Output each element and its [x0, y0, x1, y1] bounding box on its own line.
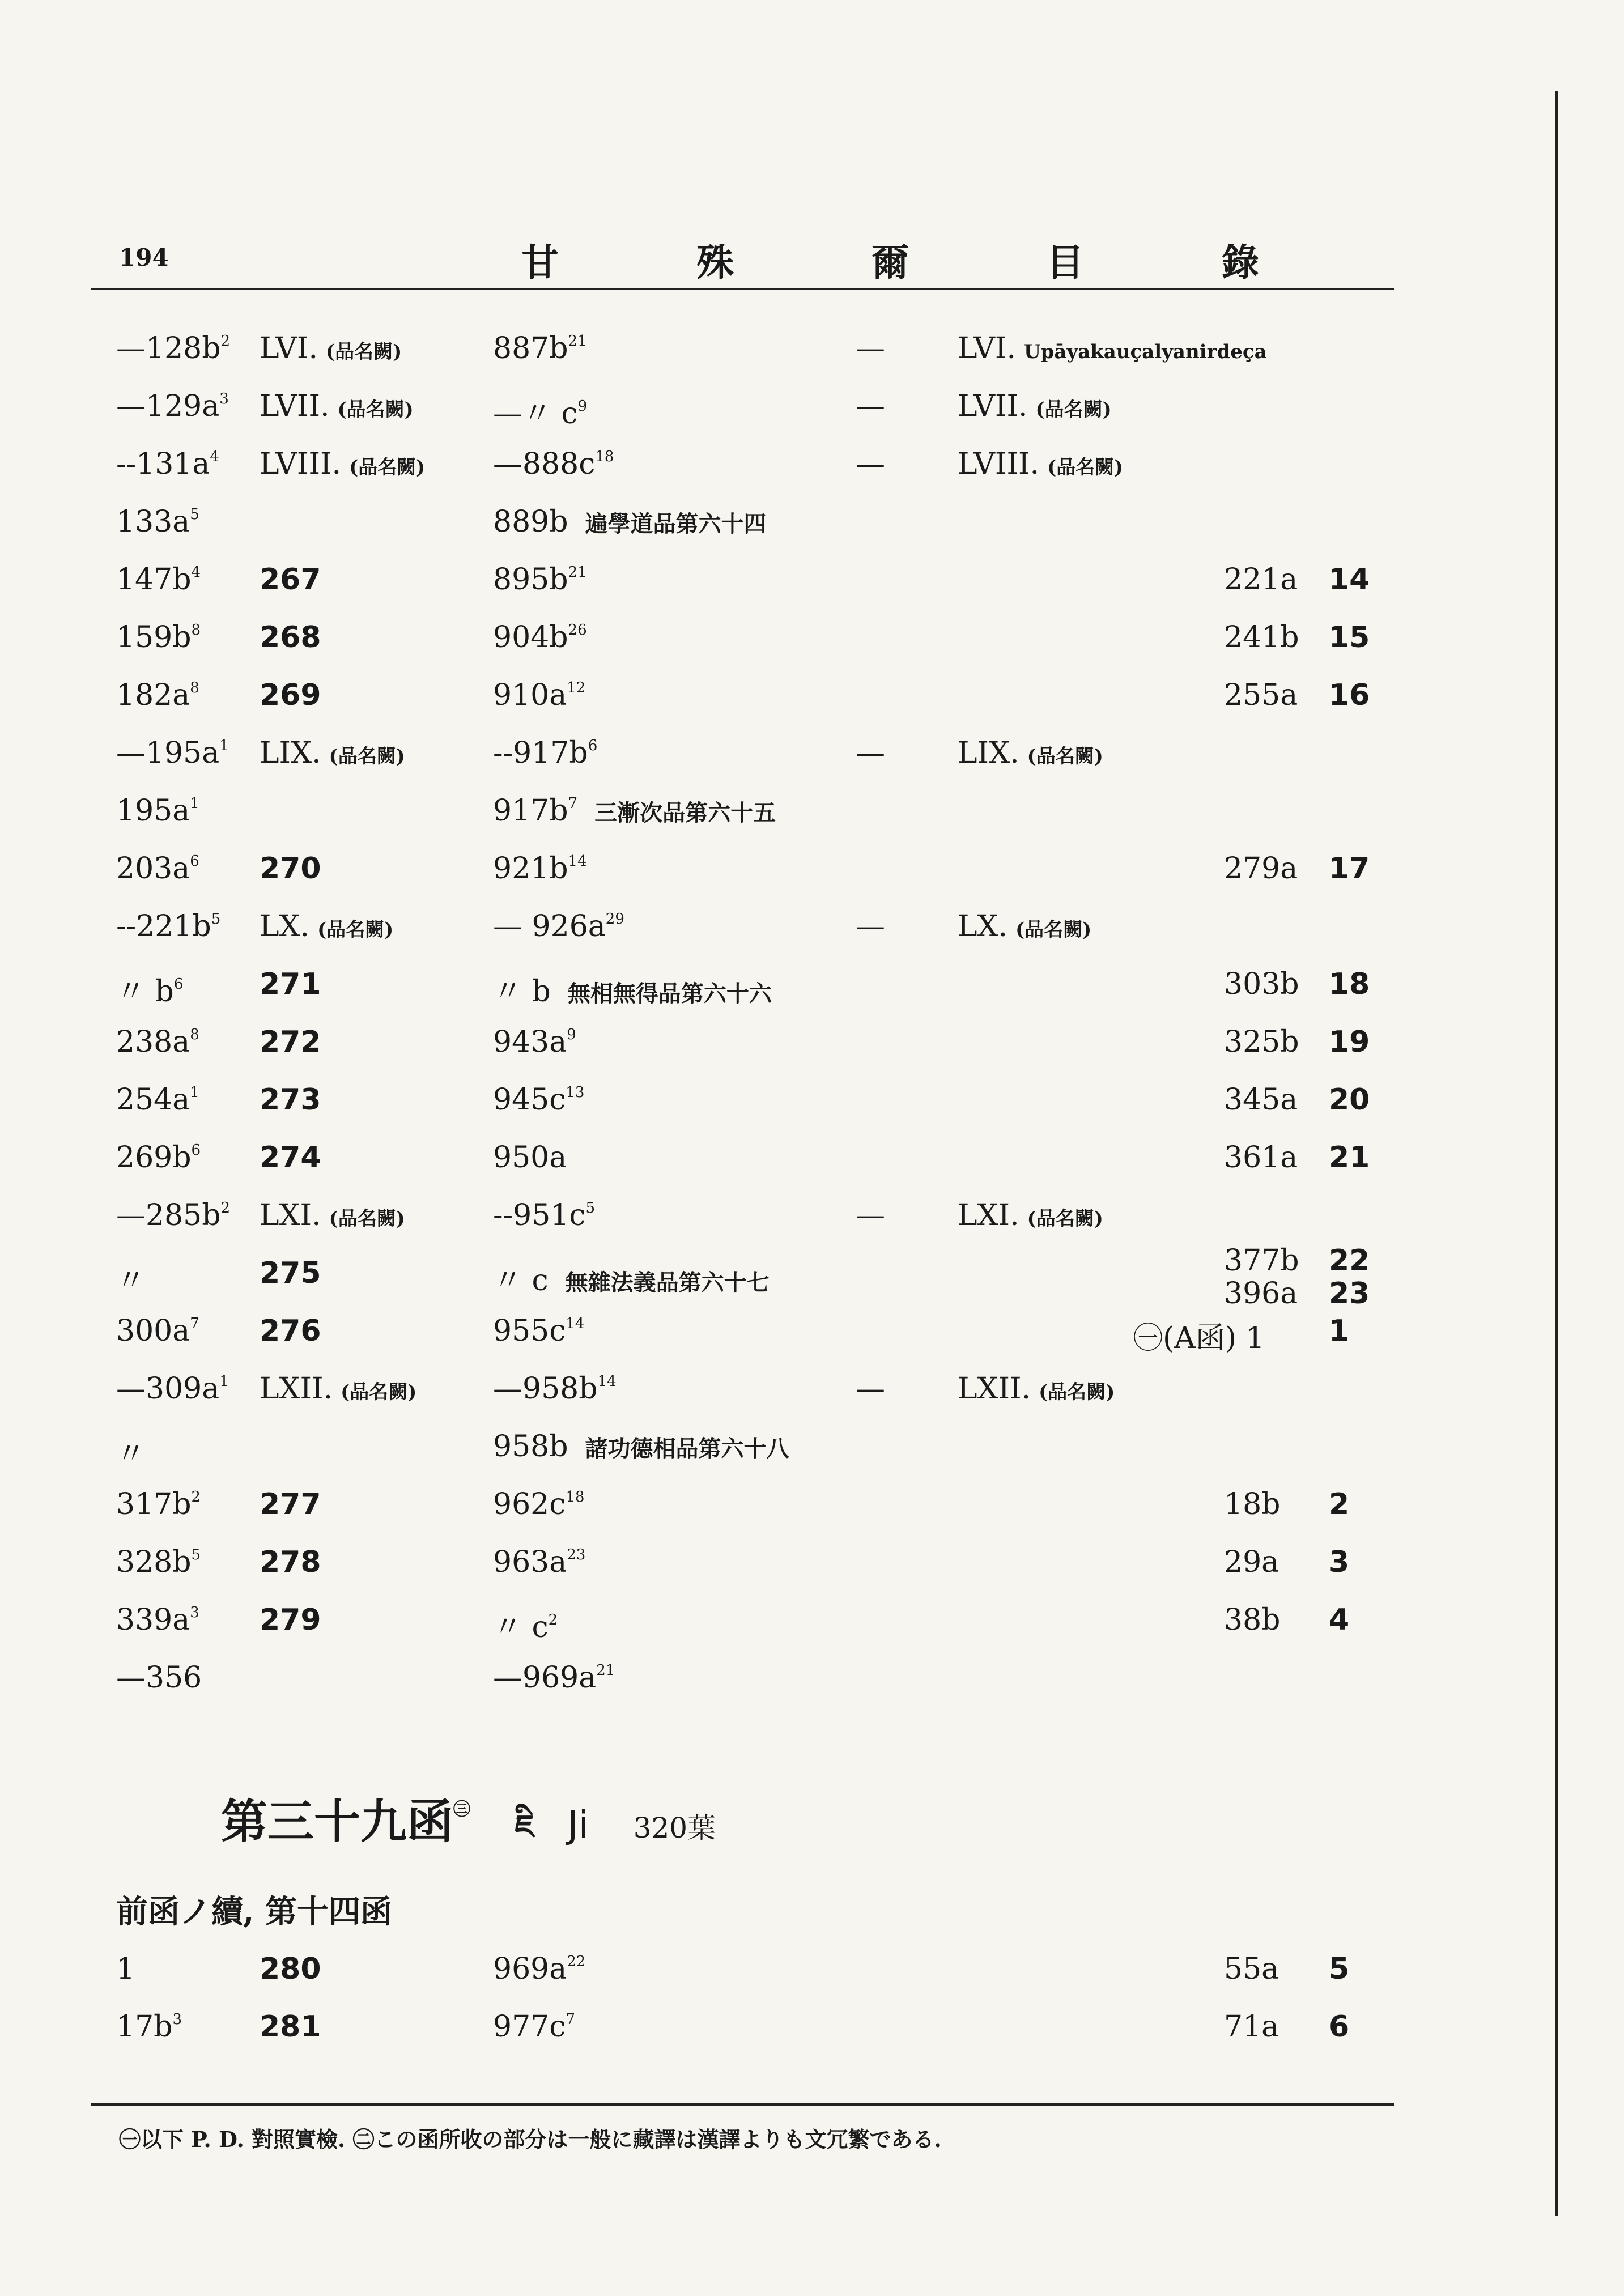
chinese-ref: $945c^{13}$ [493, 1083, 585, 1117]
table-row [0, 563, 1624, 619]
chapter-note: (品名闕) [337, 398, 414, 421]
chapter-number: LXI. (品名闕) [260, 1198, 405, 1232]
alt-folio: 55a [1224, 1952, 1279, 1986]
chinese-ref: 889b 遍學道品第六十四 [493, 505, 767, 539]
tibetan-folio: $195a^1$ [116, 794, 199, 828]
chinese-ref: $--951c^5$ [493, 1198, 596, 1232]
sanskrit-note: Upāyakauçalyanirdeça [1023, 341, 1267, 363]
chinese-ref: $917b^7$ 三漸次品第六十五 [493, 794, 776, 828]
sanskrit-note: (品名闕) [1027, 1207, 1103, 1230]
chinese-ref: 〃 b 無相無得品第六十六 [493, 975, 772, 1009]
sanskrit-chapter: LXII. (品名闕) [958, 1372, 1115, 1406]
chinese-chapter-title: 無雜法義品第六十七 [565, 1269, 770, 1296]
chapter-number: 273 [260, 1083, 321, 1117]
tibetan-folio: $—285b^2$ [116, 1198, 231, 1232]
continuation-note: 前函ノ續, 第十四函 [116, 1893, 392, 1931]
dash-marker: — [856, 447, 885, 481]
table-row [0, 1083, 1624, 1140]
chapter-number: LVIII. (品名闕) [260, 447, 426, 481]
table-row [0, 909, 1624, 966]
sanskrit-chapter: LX. (品名闕) [958, 909, 1092, 943]
chinese-ref: 958b 諸功德相品第六十八 [493, 1430, 789, 1464]
table-row [0, 1545, 1624, 1602]
header-rule [91, 288, 1394, 290]
chinese-chapter-title: 諸功德相品第六十八 [585, 1435, 789, 1462]
alt-folio: 255a [1224, 678, 1298, 712]
table-row [0, 1244, 1624, 1313]
table-row [0, 678, 1624, 735]
alt-folio: 361a [1224, 1141, 1298, 1175]
chapter-number: 271 [260, 967, 321, 1001]
chinese-ref: $963a^{23}$ [493, 1545, 586, 1579]
tibetan-folio: $17b^3$ [116, 2010, 182, 2044]
chapter-number: 272 [260, 1025, 321, 1059]
chinese-ref: —〃 $c^9$ [493, 397, 588, 431]
sequence-number: 1 [1329, 1314, 1350, 1348]
alt-folio: 38b [1224, 1603, 1281, 1637]
tibetan-folio: $300a^7$ [116, 1314, 199, 1348]
chapter-number: LVII. (品名闕) [260, 389, 414, 423]
page-number: 194 [119, 244, 169, 271]
alt-folio: 279a [1224, 852, 1298, 886]
table-row [0, 1487, 1624, 1544]
chinese-ref: $955c^{14}$ [493, 1314, 585, 1348]
tibetan-folio: 1 [116, 1952, 135, 1986]
chinese-chapter-title: 無相無得品第六十六 [567, 980, 772, 1007]
chinese-ref: $921b^{14}$ [493, 852, 587, 886]
chinese-ref: $887b^{21}$ [493, 331, 587, 365]
table-row [0, 1372, 1624, 1428]
table-row [0, 852, 1624, 908]
alt-folio: 325b [1224, 1025, 1299, 1059]
table-row [0, 1661, 1624, 1717]
sanskrit-chapter: LIX. (品名闕) [958, 736, 1103, 770]
dash-marker: — [856, 736, 885, 770]
tibetan-folio: $--131a^4$ [116, 447, 219, 481]
chapter-note: (品名闕) [349, 456, 426, 479]
chapter-number: 275 [260, 1256, 321, 1290]
sanskrit-chapter: LVI. Upāyakauçalyanirdeça [958, 331, 1267, 365]
chinese-ref: — $926a^{29}$ [493, 909, 624, 943]
chapter-note: (品名闕) [341, 1381, 417, 1404]
sequence-number: 15 [1329, 620, 1370, 654]
chinese-ref: $969a^{22}$ [493, 1952, 586, 1986]
dash-marker: — [856, 331, 885, 365]
table-row [0, 794, 1624, 851]
sequence-number: 3 [1329, 1545, 1350, 1579]
sanskrit-note: (品名闕) [1047, 456, 1124, 479]
section-marker: ㊂ [453, 1800, 471, 1819]
alt-folio: 71a [1224, 2010, 1279, 2044]
table-row [0, 331, 1624, 388]
tibetan-folio: $254a^1$ [116, 1083, 199, 1117]
sequence-number: 21 [1329, 1141, 1370, 1175]
footnote-rule [91, 2103, 1394, 2106]
chapter-number: 277 [260, 1487, 321, 1521]
alt-folio: 396a [1224, 1277, 1298, 1311]
chapter-number: LVI. (品名闕) [260, 331, 402, 365]
tibetan-folio: $182a^8$ [116, 678, 199, 712]
tibetan-folio: $317b^2$ [116, 1487, 201, 1521]
dash-marker: — [856, 1198, 885, 1232]
table-row [0, 389, 1624, 446]
table-row [0, 2010, 1624, 2067]
chapter-number: 268 [260, 620, 321, 654]
tibetan-letter: ཇི [515, 1809, 534, 1846]
chinese-ref: 〃 $c^2$ [493, 1610, 558, 1644]
dash-marker: — [856, 909, 885, 943]
chinese-chapter-title: 遍學道品第六十四 [585, 511, 767, 537]
chapter-number: LIX. (品名闕) [260, 736, 405, 770]
sequence-number: 5 [1329, 1952, 1350, 1986]
tibetan-folio: $—128b^2$ [116, 331, 231, 365]
section-title: 第三十九函 [221, 1795, 454, 1849]
chinese-ref: $—958b^{14}$ [493, 1372, 617, 1406]
sequence-number: 2 [1329, 1487, 1350, 1521]
chapter-number: 278 [260, 1545, 321, 1579]
tibetan-folio: $159b^8$ [116, 620, 201, 654]
tibetan-folio: $—309a^1$ [116, 1372, 229, 1406]
sequence-number: 4 [1329, 1603, 1350, 1637]
table-row [0, 967, 1624, 1024]
alt-folio: 18b [1224, 1487, 1281, 1521]
tibetan-folio: 〃 [116, 1264, 146, 1298]
alt-folio: ㊀(A函) 1 [1133, 1321, 1265, 1355]
alt-folio: 241b [1224, 620, 1299, 654]
sequence-number: 14 [1329, 563, 1370, 597]
chinese-chapter-title: 三漸次品第六十五 [594, 800, 776, 826]
table-row [0, 1314, 1624, 1371]
chapter-number: 267 [260, 563, 321, 597]
chapter-note: (品名闕) [329, 1207, 405, 1230]
table-row [0, 505, 1624, 562]
tibetan-folio: —356 [116, 1661, 202, 1695]
sanskrit-chapter: LVIII. (品名闕) [958, 447, 1124, 481]
sanskrit-chapter: LXI. (品名闕) [958, 1198, 1103, 1232]
table-row [0, 1025, 1624, 1082]
sanskrit-note: (品名闕) [1027, 745, 1103, 768]
sanskrit-note: (品名闕) [1039, 1381, 1115, 1404]
page-title: 甘 殊 爾 目 錄 [521, 240, 1321, 284]
table-row [0, 1198, 1624, 1255]
chinese-ref: $910a^{12}$ [493, 678, 586, 712]
chinese-ref: $--917b^6$ [493, 736, 598, 770]
sequence-number: 20 [1329, 1083, 1370, 1117]
alt-folio: 221a [1224, 563, 1298, 597]
tibetan-folio: $—195a^1$ [116, 736, 229, 770]
sequence-number: 6 [1329, 2010, 1350, 2044]
table-row [0, 447, 1624, 504]
dash-marker: — [856, 389, 885, 423]
chapter-number: 269 [260, 678, 321, 712]
tibetan-folio: $339a^3$ [116, 1603, 199, 1637]
table-row [0, 1603, 1624, 1660]
tibetan-folio: $269b^6$ [116, 1141, 201, 1175]
tibetan-folio: $203a^6$ [116, 852, 199, 886]
leaf-count: 320葉 [633, 1812, 716, 1844]
chinese-ref: $904b^{26}$ [493, 620, 587, 654]
sequence-number: 17 [1329, 852, 1370, 886]
chapter-note: (品名闕) [329, 745, 405, 768]
sequence-number: 18 [1329, 967, 1370, 1001]
chinese-ref: 〃 c 無雜法義品第六十七 [493, 1264, 770, 1298]
sanskrit-note: (品名闕) [1035, 398, 1112, 421]
dash-marker: — [856, 1372, 885, 1406]
chapter-number: 281 [260, 2010, 321, 2044]
chapter-note: (品名闕) [317, 919, 394, 941]
chapter-number: 276 [260, 1314, 321, 1348]
tibetan-folio: $328b^5$ [116, 1545, 201, 1579]
page-header [0, 232, 1624, 289]
table-row [0, 736, 1624, 793]
chinese-ref: $962c^{18}$ [493, 1487, 585, 1521]
tibetan-folio: $147b^4$ [116, 563, 201, 597]
chapter-number: 270 [260, 852, 321, 886]
tibetan-folio: 〃 $b^6$ [116, 975, 184, 1009]
chapter-number: 280 [260, 1952, 321, 1986]
tibetan-folio: 〃 [116, 1437, 146, 1471]
sanskrit-note: (品名闕) [1015, 919, 1092, 941]
chapter-number: LX. (品名闕) [260, 909, 394, 943]
tibetan-folio: $—129a^3$ [116, 389, 229, 423]
table-row [0, 1952, 1624, 2009]
alt-folio: 303b [1224, 967, 1299, 1001]
romanized-letter: Ji [567, 1803, 589, 1847]
sanskrit-chapter: LVII. (品名闕) [958, 389, 1112, 423]
chinese-ref: $—888c^{18}$ [493, 447, 614, 481]
alt-folio: 345a [1224, 1083, 1298, 1117]
sequence-number: 16 [1329, 678, 1370, 712]
sequence-number: 22 [1329, 1244, 1370, 1278]
tibetan-folio: $133a^5$ [116, 505, 199, 539]
section-heading [221, 1785, 716, 1881]
alt-folio: 377b [1224, 1244, 1299, 1278]
sequence-number: 19 [1329, 1025, 1370, 1059]
table-row [0, 1141, 1624, 1197]
chinese-ref: $895b^{21}$ [493, 563, 587, 597]
chinese-ref: 950a [493, 1141, 567, 1175]
sequence-number: 23 [1329, 1277, 1370, 1311]
tibetan-folio: $238a^8$ [116, 1025, 199, 1059]
chapter-number: 274 [260, 1141, 321, 1175]
chinese-ref: $977c^7$ [493, 2010, 575, 2044]
chinese-ref: $943a^9$ [493, 1025, 576, 1059]
footnote: ㊀以下 P. D. 對照實檢. ㊁この函所收の部分は一般に藏譯は漢譯よりも文冗繁である. [119, 2127, 942, 2152]
chapter-note: (品名闕) [325, 341, 402, 363]
table-row [0, 1430, 1624, 1486]
chinese-ref: $—969a^{21}$ [493, 1661, 615, 1695]
chapter-number: 279 [260, 1603, 321, 1637]
table-row [0, 620, 1624, 677]
alt-folio: 29a [1224, 1545, 1279, 1579]
tibetan-folio: $--221b^5$ [116, 909, 221, 943]
chapter-number: LXII. (品名闕) [260, 1372, 417, 1406]
